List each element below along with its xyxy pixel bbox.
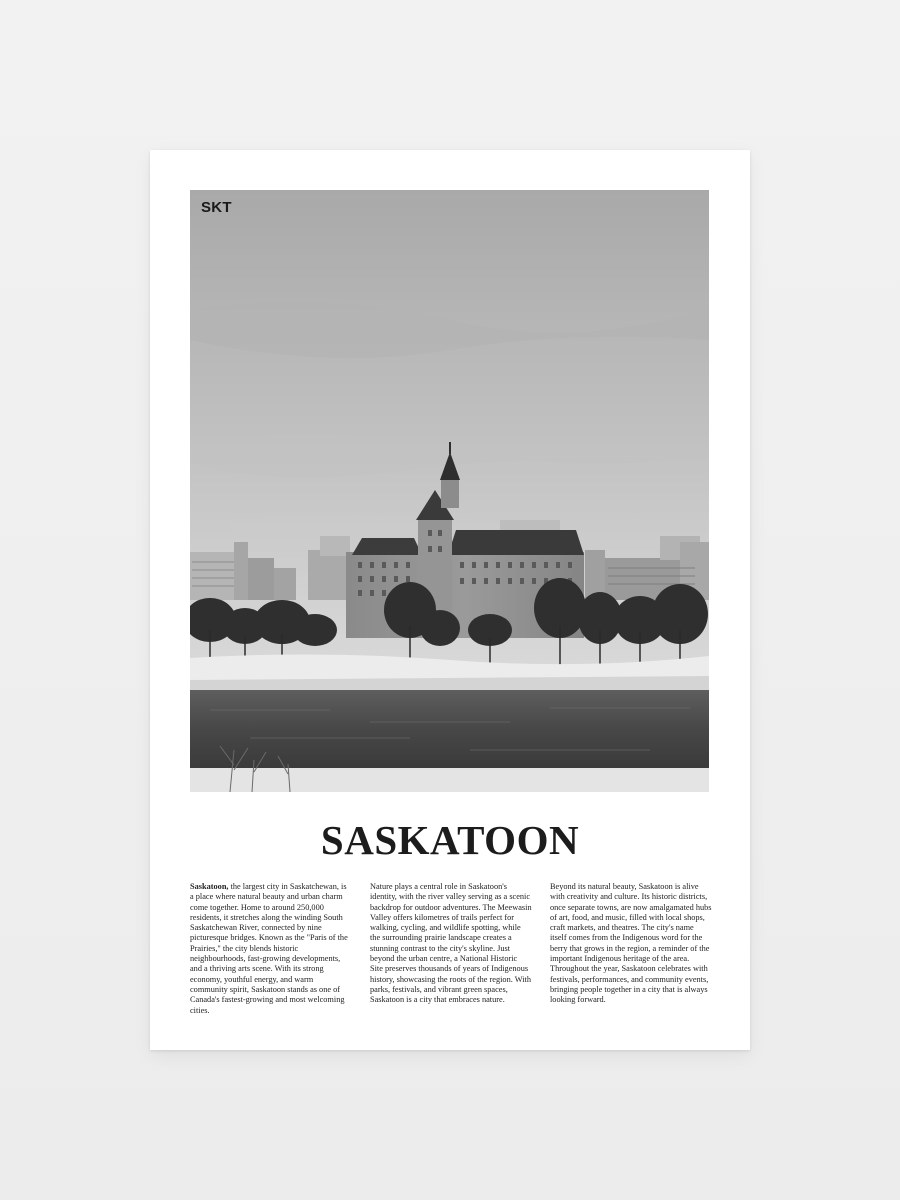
city-photo [190,190,709,792]
column-2-text: Nature plays a central role in Saskatoon's identity, with the river valley serving as a scenic backdrop for outdoor adventures. The Meewasin Valley offers kilometres of trails perfect for walking, cycling, and wildlife spotting, while the surrounding prairie landscape creates a stunning contrast to the city's skyline. Just beyond the urban centre, a National Historic Site preserves thousands of years of Indigenous history, showcasing the roots of the region. With parks, festivals, and vibrant green spaces, Saskatoon is a city that embraces nature. [370,882,532,1005]
text-column-1 [190,882,352,1016]
text-column-2 [370,882,532,1006]
city-title: SASKATOON [320,817,580,863]
city-code-label: SKT [201,199,232,216]
column-3-text: Beyond its natural beauty, Saskatoon is alive with creativity and culture. Its historic districts, once separate towns, are now amalgamated hubs of art, food, and music, filled with local shops, craft markets, and theatres. The city's name itself comes from the Indigenous word for the berry that grows in the region, a reminder of the important Indigenous heritage of the area. Throughout the year, Saskatoon celebrates with festivals, performances, and community events, bringing people together in a city that is always looking forward. [550,882,712,1005]
text-column-3 [550,882,712,1006]
column-1-lead: Saskatoon, [190,882,229,891]
column-1-text: the largest city in Saskatchewan, is a place where natural beauty and urban charm come together. Home to around 250,000 residents, it stretches along the winding South Saskatchewan River, connected by nine picturesque bridges. Known as the "Paris of the Prairies," the city blends historic neighbourhoods, fast-growing developments, and a thriving arts scene. With its strong economy, youthful energy, and warm community spirit, Saskatoon stands as one of Canada's fastest-growing and most welcoming cities. [190,882,348,1015]
poster [150,150,750,1050]
city-photo-illustration [190,190,709,792]
